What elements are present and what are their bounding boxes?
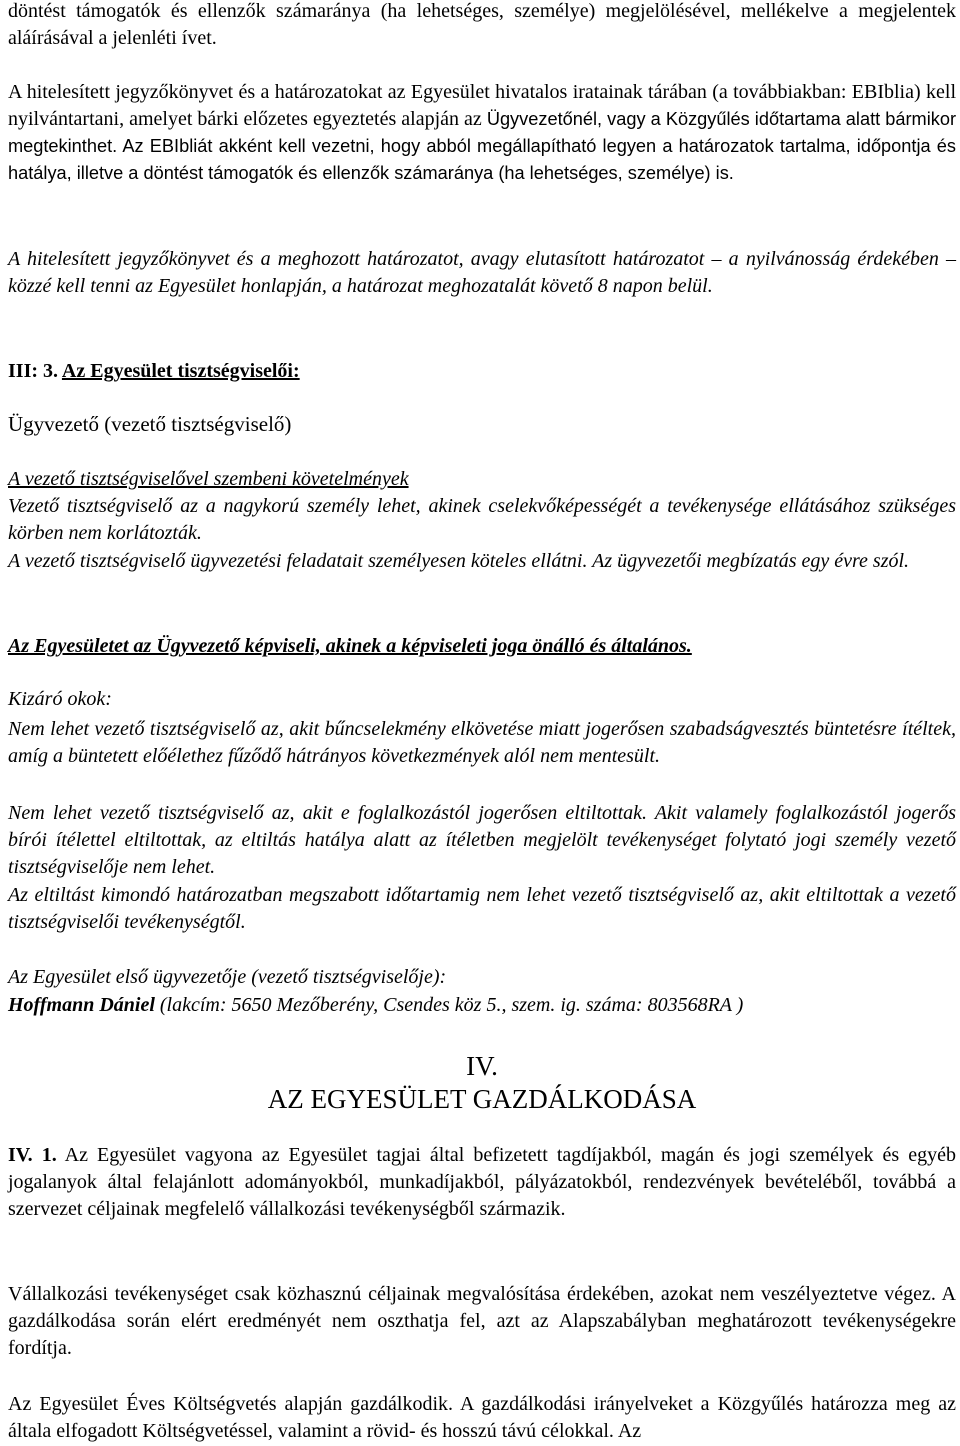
exclusion-2: Nem lehet vezető tisztségviselő az, akit e foglalkozástól jogerősen eltiltottak. Akit valamely foglalkozástól jogerős bírói ítélettel eltiltottak, az eltiltás hatálya alatt az ítéletben megjelölt tevékenységet folytató jogi személy vezető tisztségviselője nem lehet. — [8, 802, 956, 878]
paragraph-publication: A hitelesített jegyzőkönyvet és a meghozott határozatot, avagy elutasított határozatot – a nyilvánosság érdekében – közzé kell tenni az Egyesület honlapján, a határozat meghozatalát követő 8 napon belül. — [8, 248, 956, 297]
first-manager-heading: Az Egyesület első ügyvezetője (vezető tisztségviselője): — [8, 966, 447, 988]
paragraph-minutes-attachment: döntést támogatók és ellenzők számaránya (ha lehetséges, személye) megjelölésével, mellékelve a megjelentek aláírásával a jelenléti ívet. — [8, 0, 956, 49]
section-4-1-number: IV. 1. — [8, 1144, 57, 1166]
paragraph-ebiblia: A hitelesített jegyzőkönyvet és a határozatokat az Egyesület hivatalos iratainak tárában (a továbbiakban: EBIblia) kell nyilvántartani, amelyet bárki előzetes egyeztetés alapján az Ügyvezetőnél, vagy a Közgyűlés időtartama alatt bármikor megtekinthet. Az EBIbliát akként kell vezetni, hogy abból megállapítható legyen a határozatok tartalma, időpontja és hatálya, illetve a döntést támogatók és ellenzők számaránya (ha lehetséges, személye) is. — [8, 81, 957, 183]
exclusion-heading: Kizáró okok: — [8, 688, 112, 710]
requirements-heading: A vezető tisztségviselővel szembeni követelmények — [8, 468, 409, 490]
chapter-title: AZ EGYESÜLET GAZDÁLKODÁSA — [267, 1084, 697, 1114]
first-manager-details: (lakcím: 5650 Mezőberény, Csendes köz 5., szem. ig. száma: 803568RA ) — [154, 994, 744, 1016]
paragraph-business-activity: Vállalkozási tevékenységet csak közhasznú céljainak megvalósítása érdekében, azokat nem veszélyeztetve végez. A gazdálkodása során elért eredményét nem oszthatja fel, azt az Alapszabályban meghatározott tevékenységekre fordítja. — [8, 1283, 956, 1359]
requirement-1: Vezető tisztségviselő az a nagykorú személy lehet, akinek cselekvőképességét a tevékenysége ellátásához szükséges körben nem korlátozták. — [8, 495, 956, 544]
requirement-2: A vezető tisztségviselő ügyvezetési feladatait személyesen köteles ellátni. Az ügyvezetői megbízatás egy évre szól. — [8, 550, 910, 572]
exclusion-1: Nem lehet vezető tisztségviselő az, akit bűncselekmény elkövetése miatt jogerősen szabadságvesztés büntetésre ítéltek, amíg a büntetett előélethez fűződő hátrányos következmények alól nem mentesült. — [8, 718, 956, 767]
section-title: Az Egyesület tisztségviselői: — [61, 360, 300, 382]
exclusion-3: Az eltiltást kimondó határozatban megszabott időtartamig nem lehet vezető tisztségviselő az, akit eltiltottak a vezető tisztségviselői tevékenységtől. — [8, 884, 956, 933]
section-number: III: 3. — [8, 360, 59, 382]
section-heading-3 — [8, 358, 956, 385]
first-manager-name: Hoffmann Dániel — [8, 994, 155, 1016]
paragraph-annual-budget: Az Egyesület Éves Költségvetés alapján gazdálkodik. A gazdálkodási irányelveket a Közgyűlés határozza meg az általa elfogadott Költségvetéssel, valamint a rövid- és hosszú távú célokkal. Az — [8, 1393, 956, 1442]
representation-statement: Az Egyesületet az Ügyvezető képviseli, akinek a képviseleti joga önálló és általános. — [8, 635, 692, 657]
chapter-number: IV. — [466, 1051, 498, 1081]
first-manager — [8, 992, 956, 1019]
section-4-1: IV. 1. Az Egyesület vagyona az Egyesület tagjai által befizetett tagdíjakból, magán és jogi személyek és egyéb jogalanyok által felajánlott adományokból, munkadíjakból, pályázatokból, rendezvények bevételéből, továbbá a szervezet céljainak megfelelő vállalkozási tevékenységből származik. — [8, 1144, 956, 1220]
ugyvezeto-heading: Ügyvezető (vezető tisztségviselő) — [8, 412, 292, 436]
